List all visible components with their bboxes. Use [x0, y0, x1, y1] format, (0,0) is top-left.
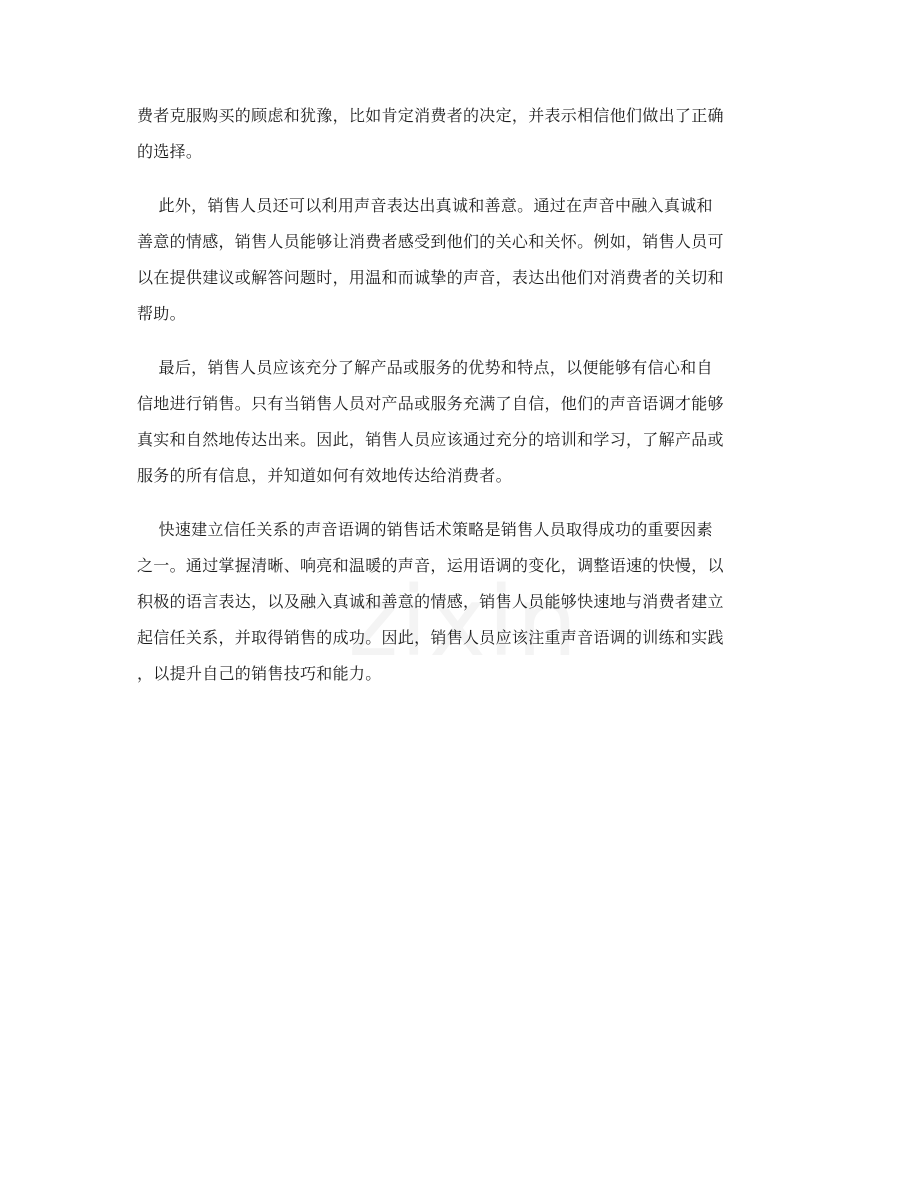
- paragraph: [137, 98, 787, 170]
- text-line: 的选择。: [137, 142, 203, 161]
- text-line: 善意的情感，销售人员能够让消费者感受到他们的关心和关怀。例如，销售人员可: [137, 232, 724, 251]
- text-line: 此外，销售人员还可以利用声音表达出真诚和善意。通过在声音中融入真诚和: [137, 196, 713, 215]
- document-body: [137, 98, 787, 710]
- paragraph: [137, 350, 787, 494]
- text-line: 积极的语言表达，以及融入真诚和善意的情感，销售人员能够快速地与消费者建立: [137, 592, 724, 611]
- text-line: 之一。通过掌握清晰、响亮和温暖的声音，运用语调的变化，调整语速的快慢，以: [137, 556, 724, 575]
- text-line: 信地进行销售。只有当销售人员对产品或服务充满了自信，他们的声音语调才能够: [137, 394, 724, 413]
- paragraph: [137, 188, 787, 332]
- text-line: 最后，销售人员应该充分了解产品或服务的优势和特点，以便能够有信心和自: [137, 358, 713, 377]
- text-line: 以在提供建议或解答问题时，用温和而诚挚的声音，表达出他们对消费者的关切和: [137, 268, 724, 287]
- paragraph: [137, 512, 787, 692]
- text-line: 费者克服购买的顾虑和犹豫，比如肯定消费者的决定，并表示相信他们做出了正确: [137, 106, 724, 125]
- text-line: 起信任关系，并取得销售的成功。因此，销售人员应该注重声音语调的训练和实践: [137, 628, 724, 647]
- text-line: 服务的所有信息，并知道如何有效地传达给消费者。: [137, 466, 512, 485]
- text-line: 真实和自然地传达出来。因此，销售人员应该通过充分的培训和学习，了解产品或: [137, 430, 724, 449]
- text-line: 快速建立信任关系的声音语调的销售话术策略是销售人员取得成功的重要因素: [137, 520, 713, 539]
- text-line: 帮助。: [137, 304, 186, 323]
- text-line: ，以提升自己的销售技巧和能力。: [137, 664, 382, 683]
